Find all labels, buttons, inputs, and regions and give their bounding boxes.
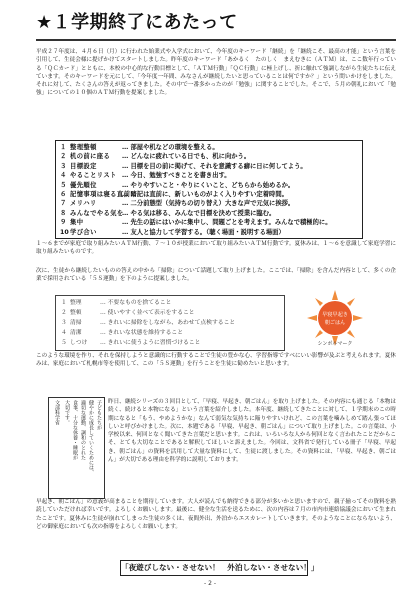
five-s-item [61, 328, 281, 338]
item-description: … やる気は移る、みんなで目標を決めて授業に臨む。 [122, 209, 276, 217]
item-description: … 部屋や机などの環境を整える。 [122, 144, 219, 151]
item-number: ６ [60, 191, 67, 198]
item-description: … 二分前態型（気持ちの切り替え）大きな声で元気に挨拶。 [122, 200, 295, 208]
vertical-text-column-box [48, 397, 105, 499]
symbol-mark-logo [305, 288, 365, 348]
item-keyword: 集中 [70, 219, 84, 227]
cleaning-paragraph: 次に、生徒から継続したいものの答えの中から「掃除」について話題して取り上げました。ここでは、「掃除」を含んだ内容として、多くの企業で採用されている「５Ｓ運動」を下のように提案しました。 [36, 268, 396, 283]
item-keyword: 清潔 [70, 330, 82, 336]
item-description: … 使いやすく並べて表示をすること [100, 310, 195, 316]
vertical-text-line: 大切です。 [64, 400, 70, 425]
item-keyword: みんなでやる気を [70, 209, 124, 217]
item-keyword: しつけ [70, 340, 88, 346]
slogan-banner: 「夜遊びしない・させない！ 外泊しない・させない！」 [120, 560, 308, 576]
study-item [60, 218, 358, 227]
item-description: … どんなに疲れている日でも、机に向かう。 [122, 153, 251, 161]
item-number: ４ [60, 172, 67, 180]
vertical-text-line: 適切な運動、調和のとれた [80, 400, 86, 460]
intro-paragraph: 平成２７年度は、４月６日（月）に行われた始業式や入学式において、今年度のキーワード「継続」を「継続こそ、最高の才能」という言葉を引用して、生徒会様に提げかけてスタートしました。昨年度のキーワード「あかるく たのしく まえむきに（ＡＴＭ）は、ここ数年行っている「ＱＣカード」とともに、本校の中心的な行動目標として、「ＡＴＭ行動」「ＱＣ行動」に極上げし、折に触れて強調しながら生徒たちに伝えています。そのキーワードを元にして、「今年度一年間、みなさんが継続したいと思っていることは何ですか？」という問いかけをしました。それに対して、たくさんの答えが返ってきました。その中で一番多かったのが「勉強」に関することでした。そこで、５月の朝礼において「勉強」についての１０個のＡＴＭ行動を提案しました。 [36, 49, 396, 97]
item-number: ７ [60, 200, 67, 208]
item-description: … きれいに使うように習慣づけること [100, 340, 201, 346]
title-underline [36, 39, 396, 41]
item-keyword: 整理整頓 [70, 144, 97, 151]
five-s-item [61, 318, 281, 328]
item-description: … 目標を目の前に掲げて、それを意識する癖に日に何してよう。 [122, 162, 307, 170]
study-item [60, 199, 358, 208]
item-keyword: 記憶事項は寝る直前に [70, 191, 137, 198]
study-item [60, 190, 358, 199]
item-number: ５ [61, 340, 67, 346]
item-description: … きれいに掃除をしながら、あわせて点検すること [100, 320, 236, 326]
logo-text-line2: 朝ごはん [324, 320, 346, 326]
summer-study-paragraph: １～６までが家庭で取り組みたいＡＴＭ行動、７～１０が授業において取り組みたいＡＴＭ行動です。夏休みは、１～６を意識して家庭学習に取り組みたいものです。 [36, 241, 396, 256]
item-number: ４ [61, 330, 67, 336]
study-item [60, 162, 358, 171]
item-number: １ [60, 144, 67, 151]
item-keyword: 整理 [70, 300, 82, 306]
five-s-item [61, 298, 281, 308]
item-keyword: メリハリ [70, 200, 97, 208]
item-description: … 暗記は直前に、新しいものがよく入りやすい定着時間。 [122, 191, 288, 198]
early-rise-paragraph: 昨日、継続シリーズの３回目として、「早寝、早起き、朝ごはん」を取り上げました。その内容にも通じる「本物は続く、続けると本物になる」という言葉を紹介しました。本年度、継続してきたことに対して、１学期末のこの時期になると「もう、やめようかな」なんて弱気な気持ちに陥りやすいけれど、この言葉を噛みしめて踏ん張ってほしいと呼びかけました。次に、本題である「早寝、早起き、朝ごはん」について取り上げました。この言葉は、小学校以来、何回となく聞いてきた言葉だと思います。これは、いろいろな人から何回となく言われたことだからこそ、とても大切なことであると解釈してほしいと訴えました。今回は、文科省で発行している冊子「早寝、早起き、朝ごはん」の資料を活用して大量な資料にして、生徒に渡しました。その資料には、「早寝、早起き、朝ごはん」が大切である理由を科学的に説明しております。 [108, 399, 396, 464]
item-keyword: 整頓 [70, 310, 82, 316]
five-s-item [61, 308, 281, 318]
logo-caption: シンボルマーク [317, 341, 353, 347]
item-keyword: 机の前に座る [70, 153, 111, 161]
item-number: ３ [61, 320, 67, 326]
environment-paragraph: このような環境を作り、それを保持しようと意識的に行動することで生徒の豊かな心、学習指導ですべにいい影響が及ぶと考えられます。夏休みは、家庭において札幌市等を使用して、この「５Ｓ運動」を行うことを生徒に勧めたいと思います。 [36, 353, 396, 368]
item-keyword: やることリスト [70, 172, 117, 180]
study-item [60, 171, 358, 180]
vertical-text-line: 健やかに成長していくためには、 [88, 400, 94, 475]
study-atm-list [55, 140, 363, 239]
item-description: … 不要なものを捨てること [100, 300, 172, 306]
item-number: ３ [60, 162, 67, 170]
closing-paragraph: 早起き、朝ごはん」の意義が高まることを期待しています。大人が読んでも納得できる部分が多いかと思いますので、親子揃ってその資料を熟読していただければ幸いです。よろしくお願いします。最後に、健全な生活を送るために、次の内容は７月の市内市連絡協議会において生まれたことです。夏休みに生徒が崩れてしまった生徒の多くは、夜間外出、外泊からエスカレートしていきます。そのようなことにならないよう、どの御家庭においても次の指導をよろしくお願いします。 [36, 499, 396, 530]
vertical-text-line: 食事、十分な休養・睡眠が [72, 400, 78, 460]
item-number: 10 [60, 228, 69, 236]
item-number: ８ [60, 209, 67, 217]
item-description: … きれいな状態を維持すること [100, 330, 183, 336]
study-item [60, 181, 358, 190]
item-description: … やりやすいこと・やりにくいこと、どちらから始めるか。 [122, 181, 295, 189]
item-keyword: 清掃 [70, 320, 82, 326]
page-number: - 2 - [204, 580, 216, 587]
item-keyword: 優先順位 [70, 181, 97, 189]
vertical-text-line: 文部科学省 [54, 400, 60, 425]
study-item [60, 143, 358, 152]
study-item [60, 228, 358, 237]
study-item [60, 152, 358, 161]
five-s-list [55, 295, 285, 351]
item-keyword: 目標設定 [70, 162, 97, 170]
vertical-text-line: 子どもたちが [96, 400, 102, 430]
item-description: … 先生の話にはいかに集中し、問題ごとを考えます。みんなで積極的に。 [122, 219, 332, 227]
item-number: ５ [60, 181, 67, 189]
item-number: ２ [61, 310, 67, 316]
item-keyword: 学び合い [70, 228, 97, 236]
item-number: １ [61, 300, 67, 306]
item-description: … 今日、勉強すべきことを書き出す。 [122, 172, 231, 180]
five-s-item [61, 338, 281, 348]
study-item [60, 209, 358, 218]
logo-text-line1: 早寝早起き [322, 312, 348, 318]
page-title: ★１学期終了にあたって [36, 12, 238, 33]
item-number: ２ [60, 153, 67, 161]
sun-icon [318, 301, 352, 335]
item-description: … 友人と協力して学習する。（聴く場面・説明する場面） [122, 228, 285, 236]
item-number: ９ [60, 219, 67, 227]
